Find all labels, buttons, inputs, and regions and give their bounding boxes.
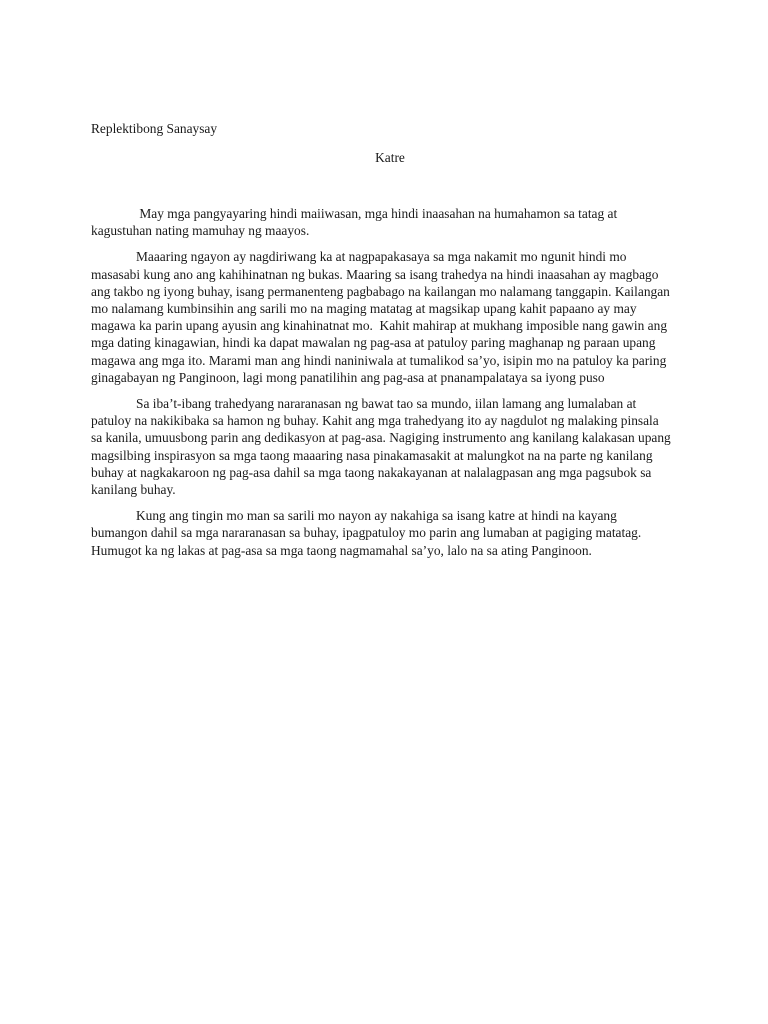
- document-body: [91, 205, 675, 568]
- document-label: Replektibong Sanaysay: [91, 121, 218, 136]
- paragraph-4: Kung ang tingin mo man sa sarili mo nayon ay nakahiga sa isang katre at hindi na kayang bumangon dahil sa mga nararanasan sa buhay, ipagpatuloy mo parin ang lumaban at pagiging matatag. Humugot ka ng lakas at pag-asa sa mga taong nagmamahal sa’yo, lalo na sa ating Panginoon.: [91, 508, 645, 558]
- paragraph-3: Sa iba’t-ibang trahedyang nararanasan ng bawat tao sa mundo, iilan lamang ang lumalaban at patuloy na nakikibaka sa hamon ng buhay. Kahit ang mga trahedyang ito ay nagdulot ng malaking pinsala sa kanila, umuusbong parin ang dedikasyon at pag-asa. Nagiging instrumento ang kanilang kalakasan upang magsilbing inspirasyon sa mga taong maaaring nasa pinakamasakit at malungkot na na parte ng kanilang buhay at nagkakaroon ng pag-asa dahil sa mga taong nakakayanan at nalalagpasan ang mga pagsubok sa kanilang buhay.: [91, 396, 675, 498]
- paragraph-1: May mga pangyayaring hindi maiiwasan, mga hindi inaasahan na humahamon sa tatag at kagustuhan nating mamuhay ng maayos.: [91, 206, 621, 239]
- document-title: Katre: [375, 150, 405, 165]
- paragraph-2: Maaaring ngayon ay nagdiriwang ka at nagpapakasaya sa mga nakamit mo ngunit hindi mo masasabi kung ano ang kahihinatnan ng bukas. Maaring sa isang trahedya na hindi inaasahan ay magbago ang takbo ng iyong buhay, isang permanenteng pagbabago na kailangan mo nalamang tanggapin. Kailangan mo nalamang kumbinsihin ang sarili mo na maging matatag at magsikap upang kahit papaano ay may magawa ka parin upang ayusin ang kinahinatnat mo. Kahit mahirap at mukhang imposible nang gawin ang mga dating kinagawian, hindi ka dapat mawalan ng pag-asa at patuloy paring maghanap ng paraan upang magawa ang mga ito. Marami man ang hindi naniniwala at tumalikod sa’yo, isipin mo na patuloy ka paring ginagabayan ng Panginoon, lagi mong panatilihin ang pag-asa at pnanampalataya sa iyong puso: [91, 249, 674, 385]
